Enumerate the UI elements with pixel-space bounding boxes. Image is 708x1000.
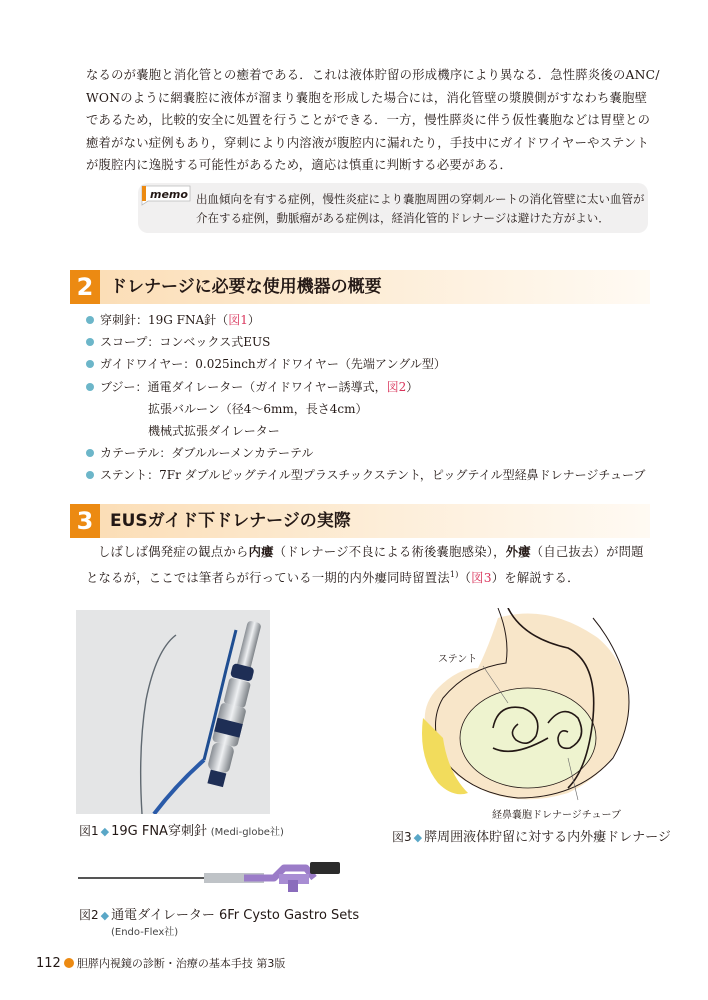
dilator-illustration [74,856,344,896]
memo-line: 出血傾向を有する症例，慢性炎症により嚢胞周囲の穿刺ルートの消化管壁に太い血管が [196,192,645,206]
bullet-icon [86,471,94,479]
list-item: ステント：7Fr ダブルピッグテイル型プラスチックステント，ピッグテイル型経鼻ドレナージチューブ [86,464,645,486]
section-number: 3 [70,504,100,538]
figure-1-caption: 図1 ◆ 19G FNA穿刺針 (Medi-globe社) [79,824,284,839]
figure-ref-link[interactable]: 図1 [228,313,248,327]
figure-2-image [74,856,344,896]
list-item: ガイドワイヤー：0.025inchガイドワイヤー（先端アングル型） [86,353,645,375]
page-number: 112 [36,956,61,971]
orange-dot-icon [64,958,74,968]
list-item: 穿刺針：19G FNA針（図1） [86,309,645,331]
memo-text [196,190,645,227]
figure-3-image [398,608,648,822]
figure-2-caption: 図2 ◆ 通電ダイレーター 6Fr Cysto Gastro Sets (Endo-Flex社) [79,908,360,938]
section-title: ドレナージに必要な使用機器の概要 [110,277,382,297]
para-line: となるが，ここでは筆者らが行っている一期的内外瘻同時留置法$^{1)}$（図3）を解説する． [86,569,580,585]
stent-label: ステント [438,654,478,665]
figure-ref-link[interactable]: 図3 [471,570,492,585]
list-item-continuation: 機械式拡張ダイレーター [148,424,280,439]
intro-line: であるため，比較的安全に処置を行うことができる．一方，慢性膵炎に伴う仮性嚢胞などは胃壁との [86,113,651,127]
memo-tag [140,183,187,207]
memo-label-icon [140,183,192,207]
bullet-icon [86,449,94,457]
tube-label: 経鼻嚢胞ドレナージチューブ [492,810,621,821]
section-number: 2 [70,270,100,304]
list-item: ブジー：通電ダイレーター（ガイドワイヤー誘導式，図2） [86,376,645,398]
bullet-icon [86,360,94,368]
diamond-icon: ◆ [100,825,110,838]
section-3-heading [70,504,650,538]
bullet-icon [86,383,94,391]
bullet-icon [86,316,94,324]
intro-line: なるのが嚢胞と消化管との癒着である．これは液体貯留の形成機序により異なる．急性膵炎後のANC/ [86,68,660,82]
section-2-heading [70,270,650,304]
list-item: カテーテル：ダブルルーメンカテーテル [86,442,645,464]
para-line: しばしば偶発症の観点から内瘻（ドレナージ不良による術後嚢胞感染），外瘻（自己抜去）が問題 [98,545,644,559]
diamond-icon: ◆ [100,909,110,922]
stomach-diagram [398,608,648,822]
bullet-icon [86,338,94,346]
intro-line: が腹腔内に逸脱する可能性があるため，適応は慎重に判断する必要がある． [86,158,513,172]
section-3-paragraph [86,541,646,589]
page-footer [36,955,285,971]
figure-1-image [76,610,270,814]
intro-line: WONのように網嚢腔に液体が溜まり嚢胞を形成した場合には，消化管壁の漿膜側がすなわち嚢胞壁 [86,90,648,105]
figure-ref-link[interactable]: 図2 [386,379,407,394]
list-item-continuation: 拡張バルーン（径4～6mm，長さ4cm） [148,401,368,416]
list-item: スコープ：コンベックス式EUS [86,331,645,353]
figure-3-caption: 図3 ◆ 膵周囲液体貯留に対する内外瘻ドレナージ [392,830,671,845]
equipment-list [86,309,645,487]
memo-line: 介在する症例，動脈瘤がある症例は，経消化管的ドレナージは避けた方がよい． [196,210,610,225]
diamond-icon: ◆ [413,831,423,844]
intro-line: 癒着がない症例もあり，穿刺により内溶液が腹腔内に漏れたり，手技中にガイドワイヤーやステント [86,135,650,150]
fna-needle-illustration [76,610,270,814]
section-title: EUSガイド下ドレナージの実際 [110,511,351,531]
intro-paragraph [86,64,660,177]
book-title: 胆膵内視鏡の診断・治療の基本手技 第3版 [76,957,286,970]
memo-tag-text: memo [150,188,188,201]
